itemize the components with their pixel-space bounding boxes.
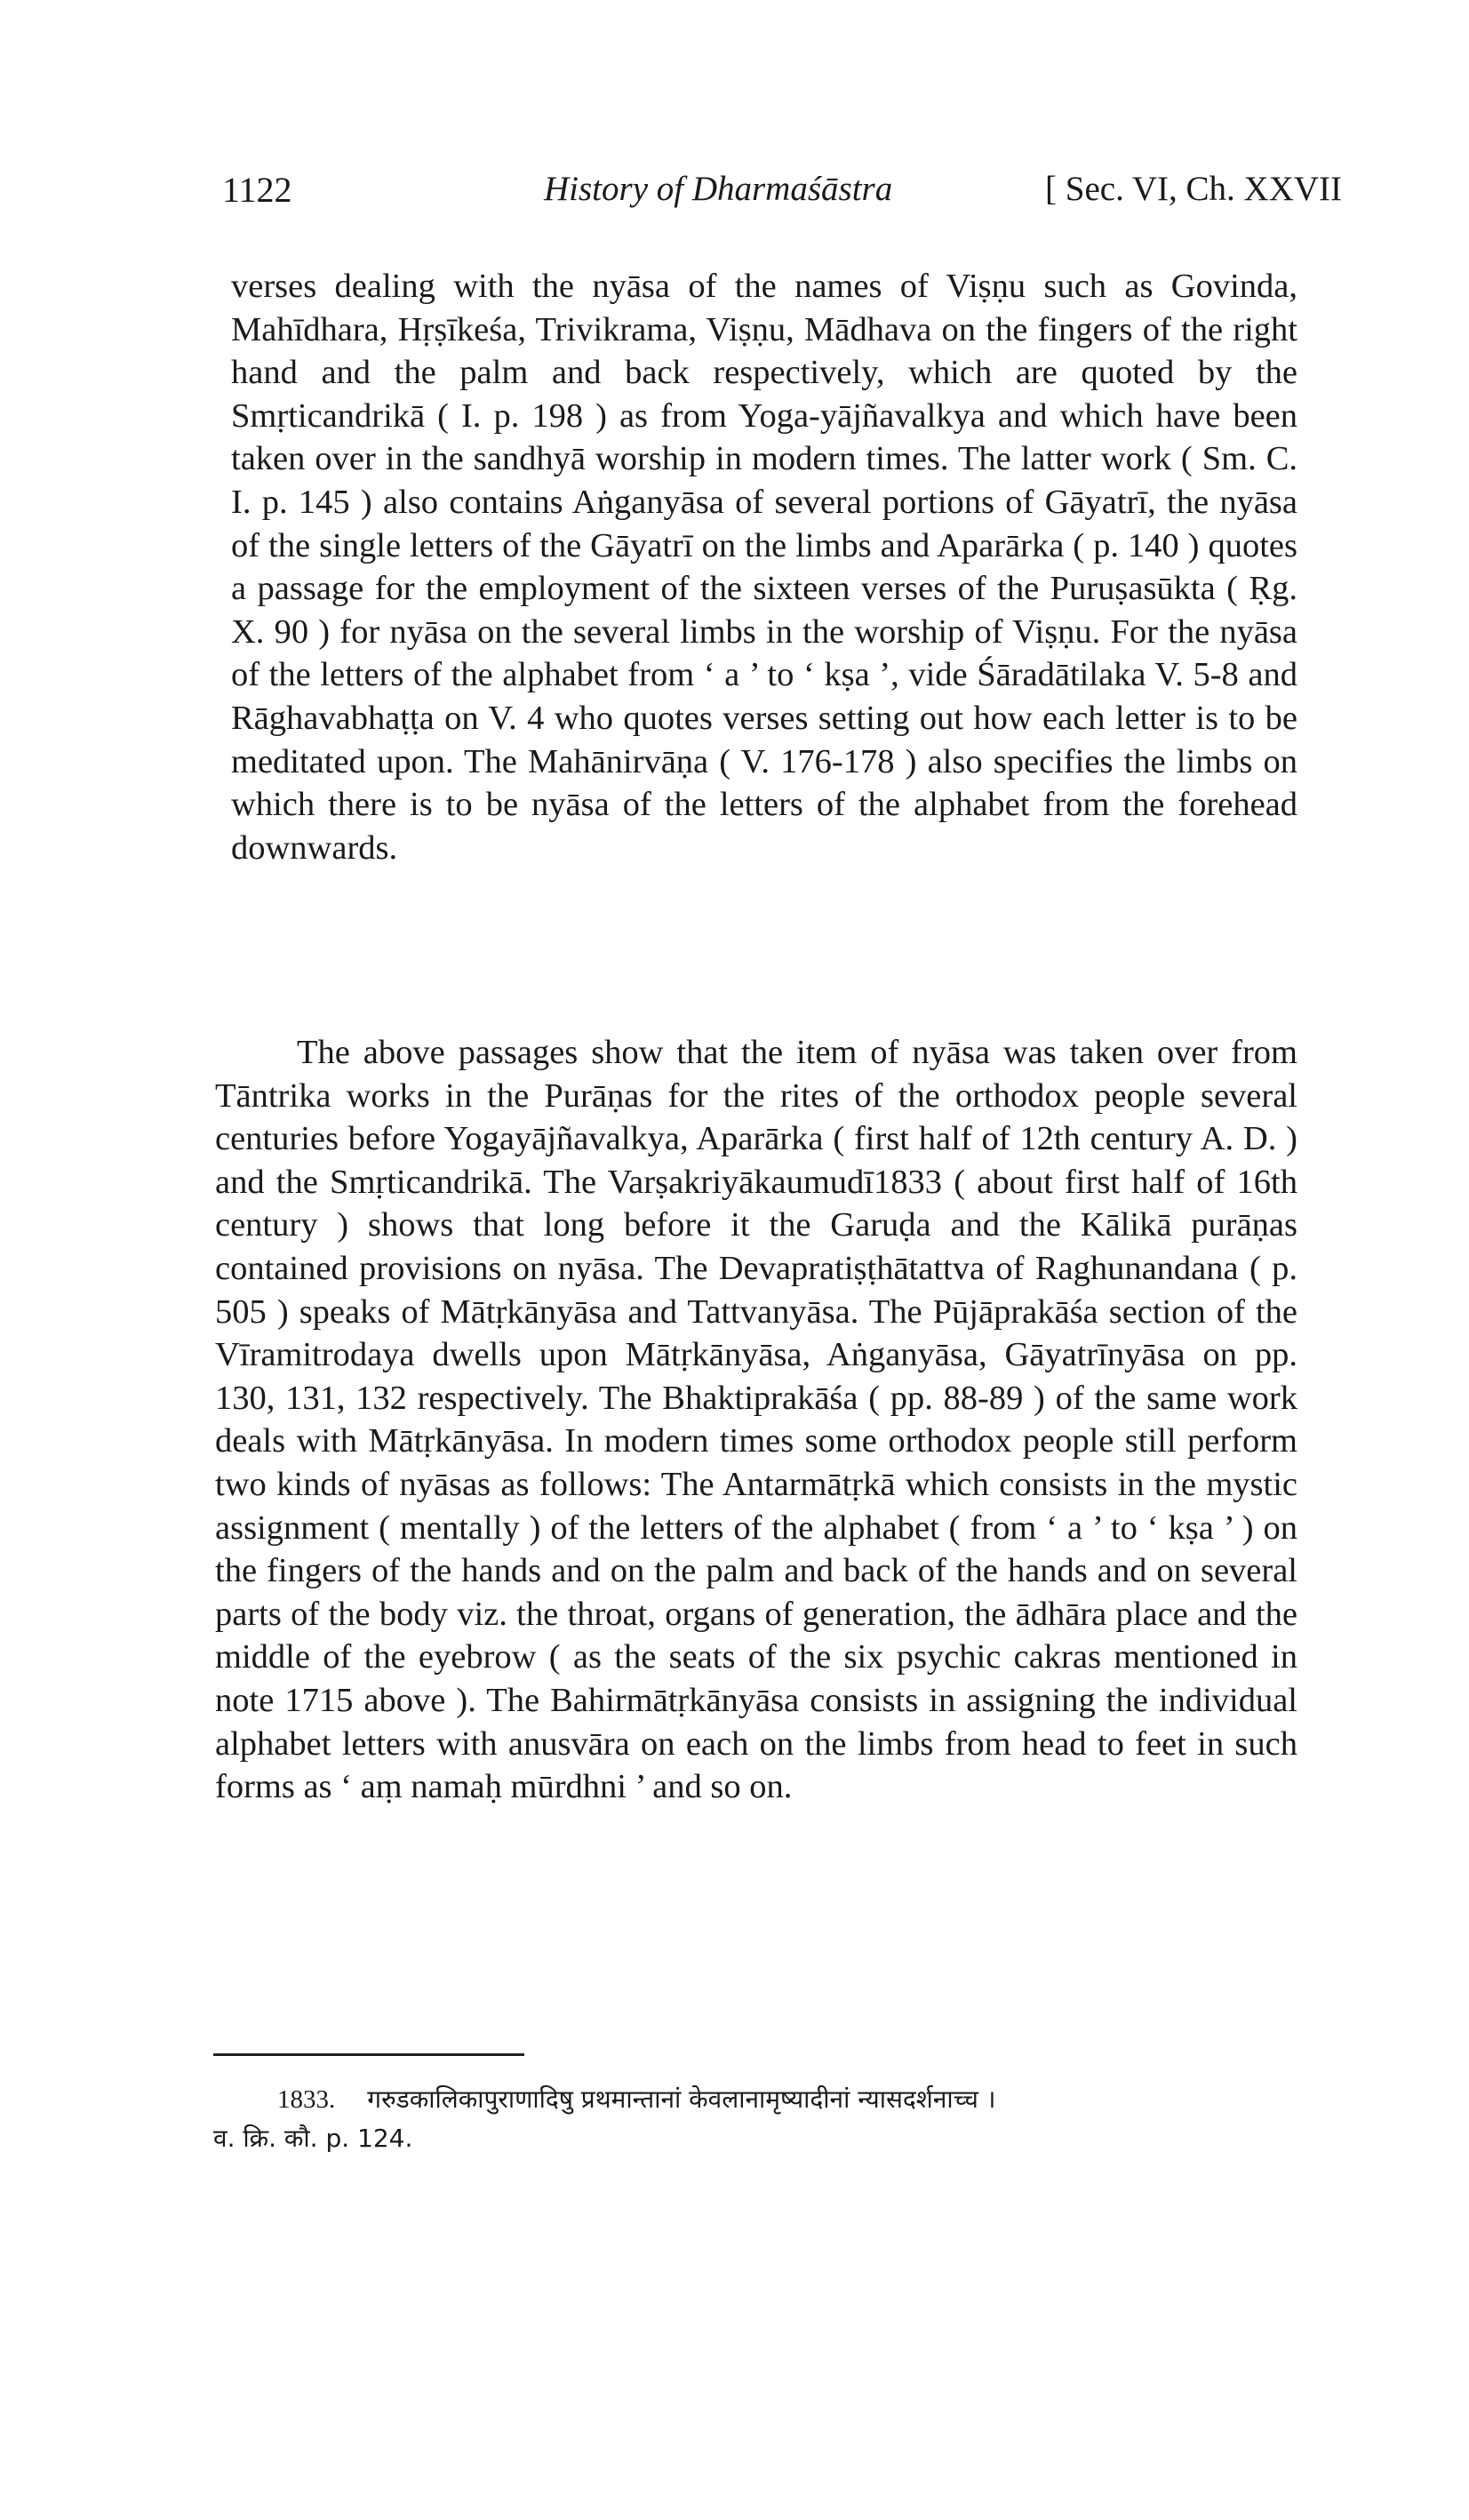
paragraph-2: The above passages show that the item of nyāsa was taken over from Tāntrika works in the Purāṇas for the rites of the orthodox people several centuries before Yogayājñavalkya, Aparārka ( first half of 12th century A. D. ) and the Smṛticandrikā. The Varṣakriyākaumudī1833 ( about first half of 16th century ) shows that long before it the Garuḍa and the Kālikā purāṇas contained provisions on nyāsa. The Devapratiṣṭhātattva of Raghunandana ( p. 505 ) speaks of Mātṛkānyāsa and Tattvanyāsa. The Pūjāprakāśa section of the Vīramitrodaya dwells upon Mātṛkānyāsa, Aṅganyāsa, Gāyatrīnyāsa on pp. 130, 131, 132 respectively. The Bhaktiprakāśa ( pp. 88-89 ) of the same work deals with Mātṛkānyāsa. In modern times some orthodox people still perform two kinds of nyāsas as follows: The Antarmātṛkā which consists in the mystic assignment ( mentally ) of the letters of the alphabet ( from ‘ a ’ to ‘ kṣa ’ ) on the fingers of the hands and on the palm and back of the hands and on several parts of the body viz. the throat, organs of generation, the ādhāra place and the middle of the eyebrow ( as the seats of the six psychic cakras mentioned in note 1715 above ). The Bahirmātṛkānyāsa consists in assigning the individual alphabet letters with anusvāra on each on the limbs from head to feet in such forms as ‘ aṃ namaḥ mūrdhni ’ and so on. <box>215 1034 1297 1806</box>
paragraph-1: verses dealing with the nyāsa of the names of Viṣṇu such as Govinda, Mahīdhara, Hṛṣīkeśa, Trivikrama, Viṣṇu, Mādhava on the fingers of the right hand and the palm and back respectively, which are quoted by the Smṛticandrikā ( I. p. 198 ) as from Yoga-yājñavalkya and which have been taken over in the sandhyā worship in modern times. The latter work ( Sm. C. I. p. 145 ) also contains Aṅganyāsa of several portions of Gāyatrī, the nyāsa of the single letters of the Gāyatrī on the limbs and Aparārka ( p. 140 ) quotes a passage for the employment of the sixteen verses of the Puruṣasūkta ( Ṛg. X. 90 ) for nyāsa on the several limbs in the worship of Viṣṇu. For the nyāsa of the letters of the alphabet from ‘ a ’ to ‘ kṣa ’, vide Śāradātilaka V. 5-8 and Rāghavabhaṭṭa on V. 4 who quotes verses setting out how each letter is to be meditated upon. The Mahānirvāṇa ( V. 176-178 ) also specifies the limbs on which there is to be nyāsa of the letters of the alphabet from the forehead downwards. <box>231 268 1297 867</box>
footnote-text: गरुडकालिकापुराणादिषु प्रथमान्तानां केवलानामृष्यादीनां न्यासदर्शनाच्च । <box>367 2084 996 2114</box>
section-reference: [ Sec. VI, Ch. XXVII <box>1045 170 1342 208</box>
page-number: 1122 <box>222 170 292 210</box>
footnote-1833 <box>213 2080 1289 2158</box>
running-title: History of Dharmaśāstra <box>544 170 893 208</box>
page <box>213 169 1342 2153</box>
footnote-source: व. क्रि. कौ. p. 124. <box>213 2124 413 2153</box>
running-head <box>213 169 1342 222</box>
footnote-divider <box>213 2053 524 2056</box>
footnote-number: 1833. <box>277 2085 336 2114</box>
footnote-line-2 <box>213 2119 1289 2158</box>
footnote-line-1 <box>213 2080 1289 2119</box>
